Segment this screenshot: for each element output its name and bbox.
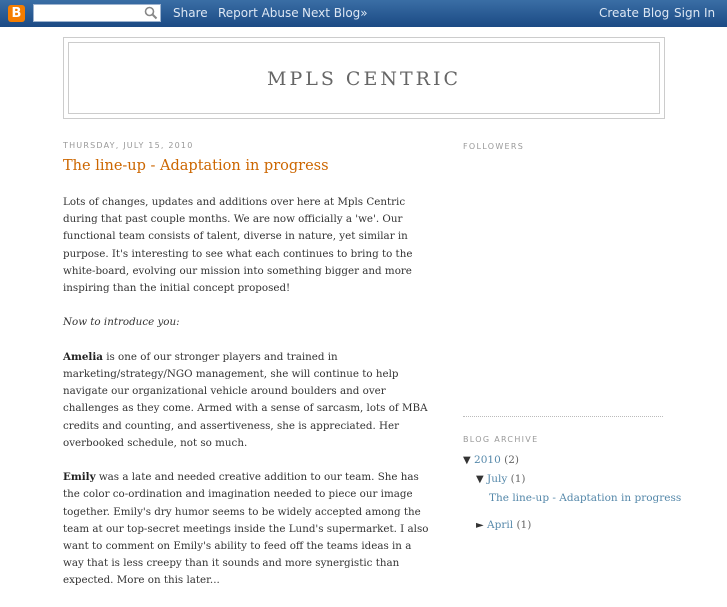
archive-post-link[interactable]: The line-up - Adaptation in progress [489, 492, 682, 504]
archive-year-count: (2) [504, 454, 519, 466]
search-input[interactable] [33, 4, 161, 22]
sidebar-divider [463, 416, 663, 417]
amelia-name: Amelia [63, 350, 103, 363]
archive-month-link[interactable]: July [487, 473, 508, 485]
post-title[interactable]: The line-up - Adaptation in progress [63, 158, 329, 174]
share-link[interactable]: Share [173, 6, 208, 20]
post-paragraph-emily [63, 469, 431, 589]
blog-archive-heading: BLOG ARCHIVE [463, 435, 539, 444]
sign-in-link[interactable]: Sign In [674, 6, 716, 20]
post-introduce-text: Now to introduce you: [63, 316, 180, 329]
archive-year-link[interactable]: 2010 [474, 454, 501, 466]
archive-year-2010 [463, 454, 519, 466]
post-intro: Lots of changes, updates and additions over here at Mpls Centric during that past couple months. We are now officially a 'we'. Our functional team consists of talent, diverse in nature, yet similar in purpose. It's interesting to see what each continues to bring to the white-board, evolving our mission into something bigger and more inspiring than the initial concept proposed! [63, 196, 413, 295]
followers-heading: FOLLOWERS [463, 142, 525, 151]
blog-header [63, 37, 665, 119]
collapse-triangle-icon[interactable]: ▼ [463, 455, 471, 466]
report-abuse-link[interactable]: Report Abuse [218, 6, 299, 20]
next-blog-link[interactable]: Next Blog» [302, 6, 368, 20]
blog-title[interactable]: MPLS CENTRIC [267, 68, 461, 90]
archive-month-april [476, 519, 531, 531]
create-blog-link[interactable]: Create Blog [599, 6, 670, 20]
expand-triangle-icon[interactable]: ► [476, 520, 484, 531]
emily-name: Emily [63, 471, 96, 484]
emily-text: was a late and needed creative addition to our team. She has the color co-ordination and imagination needed to piece our image together. Emily's dry humor seems to be widely accepted among the team at our top-secret meetings inside the Lund's supermarket. I also want to comment on Emily's ability to feed off the teams ideas in a way that is less creepy than it sounds and more synergistic than expected. More on this later... [63, 471, 429, 587]
post-introduce-line [63, 314, 431, 331]
blogger-logo-icon[interactable]: B [8, 5, 25, 22]
blog-header-inner [68, 42, 660, 114]
archive-month-link[interactable]: April [487, 519, 514, 531]
archive-post-item [489, 492, 681, 504]
post-paragraph-amelia [63, 349, 431, 452]
amelia-text: is one of our stronger players and trained in marketing/strategy/NGO management, she will continue to help navigate our organizational vehicle around boulders and over challenges as they come. Armed with a sense of sarcasm, lots of MBA credits and counting, and assertiveness, she is appreciated. Her overbooked schedule, not so much. [63, 350, 428, 449]
post-date: THURSDAY, JULY 15, 2010 [63, 141, 194, 150]
search-icon[interactable] [144, 6, 158, 20]
archive-month-count: (1) [510, 473, 526, 485]
archive-month-count: (1) [516, 519, 532, 531]
blogger-navbar [0, 0, 727, 27]
collapse-triangle-icon[interactable]: ▼ [476, 474, 484, 485]
archive-month-july [476, 473, 526, 485]
